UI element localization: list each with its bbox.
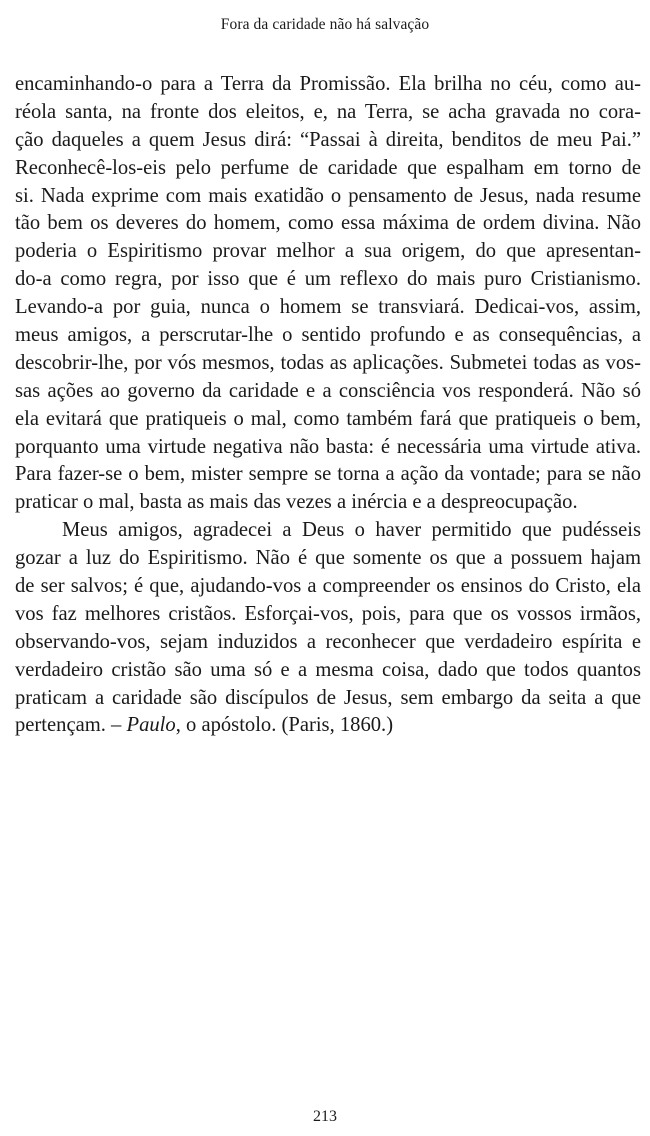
paragraph-2 [15,517,641,740]
text-line: porquanto uma virtude negativa não basta: é necessária uma virtude ativa. [15,435,641,458]
text-line: Reconhecê-los-eis pelo perfume de caridade que espalham em torno de [15,156,641,179]
body-text [15,71,641,740]
text-line: vos faz melhores cristãos. Esforçai-vos, pois, para que os vossos irmãos, [15,602,641,625]
text-line: Meus amigos, agradecei a Deus o haver permitido que pudésseis [62,519,641,542]
closing-line [15,712,641,740]
paragraph-1 [15,71,641,517]
author-name: Paulo [126,714,176,737]
page-number: 213 [313,1108,337,1125]
text-line: Levando-a por guia, nunca o homem se transviará. Dedicai-vos, assim, [15,296,641,319]
text-line: si. Nada exprime com mais exatidão o pensamento de Jesus, nada resume [15,184,641,207]
text-line: encaminhando-o para a Terra da Promissão. Ela brilha no céu, como au- [15,73,641,95]
closing-tail: , o apóstolo. (Paris, 1860.) [175,714,394,737]
text-line: praticam a caridade são discípulos de Jesus, sem embargo da seita a que [15,686,641,709]
text-line: Para fazer-se o bem, mister sempre se torna a ação da vontade; para se não [15,463,641,486]
text-line: réola santa, na fronte dos eleitos, e, na Terra, se acha gravada no cora- [15,100,641,123]
closing-lead: pertençam. – [15,714,127,737]
text-line: meus amigos, a perscrutar-lhe o sentido profundo e as consequências, a [15,324,641,347]
text-line: observando-vos, sejam induzidos a reconhecer que verdadeiro espírita e [15,630,641,653]
text-line: do-a como regra, por isso que é um reflexo do mais puro Cristianismo. [15,268,641,291]
text-line: gozar a luz do Espiritismo. Não é que somente os que a possuem hajam [15,547,641,570]
running-head: Fora da caridade não há salvação [220,16,430,33]
text-line: poderia o Espiritismo provar melhor a sua origem, do que apresentan- [15,240,641,263]
text-line: ela evitará que pratiqueis o mal, como também fará que pratiqueis o bem, [15,407,641,430]
text-line: tão bem os deveres do homem, como essa máxima de ordem divina. Não [15,212,641,235]
text-line: de ser salvos; é que, ajudando-vos a compreender os ensinos do Cristo, ela [15,575,641,598]
text-line: sas ações ao governo da caridade e a consciência vos responderá. Não só [15,379,641,402]
text-line: verdadeiro cristão são uma só e a mesma coisa, dado que todos quantos [15,658,641,681]
text-line: descobrir-lhe, por vós mesmos, todas as aplicações. Submetei todas as vos- [15,351,641,374]
text-line: ção daqueles a quem Jesus dirá: “Passai à direita, benditos de meu Pai.” [15,128,641,151]
text-line: praticar o mal, basta as mais das vezes a inércia e a despreocupação. [15,491,578,514]
